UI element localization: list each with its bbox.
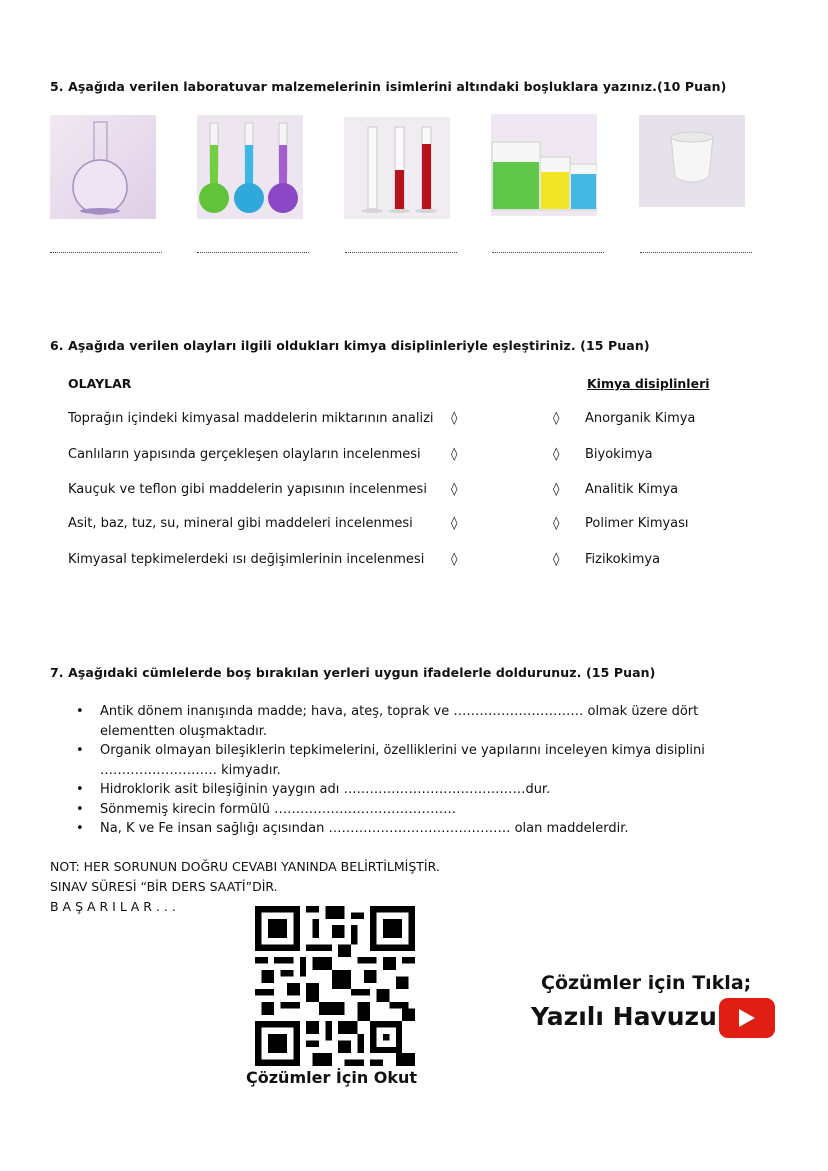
discipline-2-diamond-icon[interactable]: ◊ [553, 447, 560, 462]
events-header: OLAYLAR [68, 376, 132, 391]
promo-line-2[interactable]: Yazılı Havuzu [531, 1002, 717, 1031]
answer-blank-5[interactable] [640, 250, 752, 253]
discipline-2: Biyokimya [585, 447, 653, 462]
promo-line-1[interactable]: Çözümler için Tıkla; [541, 972, 752, 994]
beakers-image [491, 114, 597, 218]
note-line-2: SINAV SÜRESİ “BİR DERS SAATİ”DİR. [50, 879, 278, 894]
list-item [72, 741, 752, 780]
sentence-2: Organik olmayan bileşiklerin tepkimelerini, özelliklerini ve yapılarını inceleyen kimya disiplini ……………………… kimyadır. [100, 743, 705, 778]
answer-blank-4[interactable] [492, 250, 604, 253]
qr-label: Çözümler İçin Okut [246, 1068, 418, 1087]
bullet-icon: • [76, 743, 84, 758]
event-4: Asit, baz, tuz, su, mineral gibi maddeleri incelenmesi [68, 516, 413, 531]
sentence-4: Sönmemiş kirecin formülü …………………………………… [100, 801, 457, 817]
discipline-3: Analitik Kimya [585, 482, 679, 497]
discipline-5: Fizikokimya [585, 552, 661, 567]
bullet-icon: • [76, 801, 84, 817]
event-4-diamond-icon[interactable]: ◊ [451, 516, 458, 531]
discipline-4: Polimer Kimyası [585, 516, 689, 531]
discipline-4-diamond-icon[interactable]: ◊ [553, 516, 560, 531]
volumetric-flasks-image [197, 115, 303, 219]
play-icon [739, 1009, 755, 1027]
event-3: Kauçuk ve teflon gibi maddelerin yapısının incelenmesi [68, 482, 427, 497]
sentence-5: Na, K ve Fe insan sağlığı açısından …………………………………… olan maddelerdir. [100, 821, 629, 836]
qr-code[interactable] [255, 906, 415, 1066]
discipline-3-diamond-icon[interactable]: ◊ [553, 482, 560, 497]
discipline-1-diamond-icon[interactable]: ◊ [553, 411, 560, 426]
list-item [72, 819, 752, 839]
bullet-icon: • [76, 704, 84, 719]
note-line-3: B A Ş A R I L A R . . . [50, 899, 176, 914]
list-item [72, 702, 752, 741]
event-5: Kimyasal tepkimelerdeki ısı değişimlerinin incelenmesi [68, 552, 425, 567]
crucible-image [639, 115, 745, 207]
discipline-1: Anorganik Kimya [585, 411, 696, 426]
note-line-1: NOT: HER SORUNUN DOĞRU CEVABI YANINDA BELİRTİLMİŞTİR. [50, 859, 440, 874]
bullet-icon: • [76, 782, 84, 797]
disciplines-header: Kimya disiplinleri [587, 376, 710, 391]
event-3-diamond-icon[interactable]: ◊ [451, 482, 458, 497]
question-6-title: 6. Aşağıda verilen olayları ilgili oldukları kimya disiplinleriyle eşleştiriniz. (15 Puan) [50, 338, 650, 353]
sentence-1: Antik dönem inanışında madde; hava, ateş, toprak ve ………………………… olmak üzere dört elementten oluşmaktadır. [100, 704, 699, 739]
round-bottom-flask-image [50, 115, 156, 219]
answer-blank-1[interactable] [50, 250, 162, 253]
answer-blank-2[interactable] [197, 250, 309, 253]
event-2-diamond-icon[interactable]: ◊ [451, 447, 458, 462]
question-7-title: 7. Aşağıdaki cümlelerde boş bırakılan yerleri uygun ifadelerle doldurunuz. (15 Puan) [50, 665, 656, 680]
sentence-3: Hidroklorik asit bileşiğinin yaygın adı ……………………………………dur. [100, 782, 551, 797]
fill-in-list [72, 702, 752, 839]
answer-blank-3[interactable] [345, 250, 457, 253]
event-1-diamond-icon[interactable]: ◊ [451, 411, 458, 426]
graduated-cylinders-image [344, 117, 450, 221]
event-2: Canlıların yapısında gerçekleşen olayların incelenmesi [68, 447, 421, 462]
list-item [72, 780, 752, 800]
event-1: Toprağın içindeki kimyasal maddelerin miktarının analizi [68, 411, 434, 426]
youtube-play-button[interactable] [719, 998, 775, 1038]
question-5-title: 5. Aşağıda verilen laboratuvar malzemelerinin isimlerini altındaki boşluklara yazınız.(10 Puan) [50, 79, 727, 94]
list-item [72, 800, 752, 820]
event-5-diamond-icon[interactable]: ◊ [451, 552, 458, 567]
discipline-5-diamond-icon[interactable]: ◊ [553, 552, 560, 567]
bullet-icon: • [76, 821, 84, 836]
